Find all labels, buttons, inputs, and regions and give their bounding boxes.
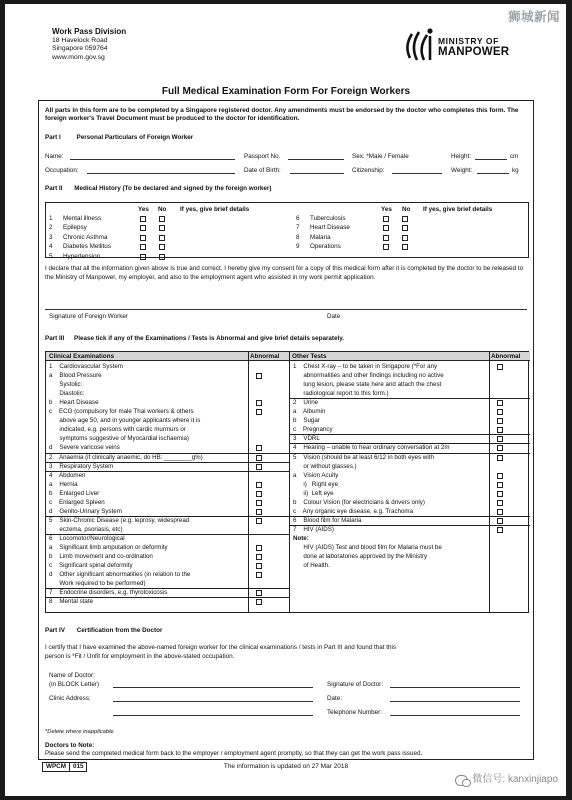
no-checkbox[interactable] — [159, 216, 165, 222]
other-header: Other Tests — [289, 352, 489, 361]
abnormal-checkbox[interactable] — [256, 599, 262, 605]
division-name: Work Pass Division — [52, 27, 127, 36]
watermark-bottom-text: 微信号: kanxinjiapo — [472, 774, 558, 785]
doctor-name-field[interactable] — [113, 681, 313, 688]
other-abnormal-header: Abnormal — [489, 352, 530, 361]
updated-date: The information is updated on 27 Mar 2018 — [223, 763, 349, 770]
clinical-exam-line: d Other significant abnormalities (in relation to the — [49, 571, 191, 579]
abnormal-checkbox[interactable] — [497, 436, 503, 442]
dob-field[interactable] — [290, 167, 344, 174]
other-test-line: b Colour Vision (for electricians & drivers only) — [293, 498, 425, 506]
address-line-1: 18 Havelock Road — [52, 37, 108, 44]
doctors-note-text: Please send the completed medical form back to the employer / employment agent promptly, so that they can get the work pass issued. — [45, 750, 423, 757]
abnormal-checkbox[interactable] — [256, 590, 262, 596]
abnormal-checkbox[interactable] — [256, 491, 262, 497]
website: www.mom.gov.sg — [52, 53, 105, 61]
part2-heading — [45, 185, 527, 193]
wechat-icon — [455, 775, 468, 786]
medical-history-item — [49, 224, 284, 233]
row-divider — [46, 597, 289, 598]
no-checkbox[interactable] — [402, 225, 408, 231]
item-label: Chronic Asthma — [63, 233, 108, 241]
part3-label: Part III — [45, 335, 65, 342]
abnormal-checkbox[interactable] — [256, 455, 262, 461]
clinical-exam-line: 4 Abdomen — [49, 471, 86, 479]
item-label: Tuberculosis — [310, 215, 346, 222]
abnormal-checkbox[interactable] — [256, 554, 262, 560]
part2-title: Medical History (To be declared and signed by the foreign worker) — [74, 185, 272, 192]
weight-field[interactable] — [477, 167, 509, 174]
other-test-line: a Albumin — [293, 408, 326, 416]
clinical-exam-line: c Significant spinal deformity — [49, 562, 133, 570]
abnormal-checkbox[interactable] — [256, 518, 262, 524]
medical-history-right — [296, 206, 531, 253]
clinical-abnormal-header: Abnormal — [248, 352, 289, 361]
yes-checkbox[interactable] — [383, 244, 389, 250]
abnormal-checkbox[interactable] — [497, 409, 503, 415]
clinical-exam-line: 1 Cardiovascular System — [49, 363, 123, 370]
yes-checkbox[interactable] — [140, 244, 146, 250]
clinical-exam-line: 7 Endocrine disorders, e.g. thyrotoxicosis — [49, 589, 168, 597]
item-label: Operations — [310, 243, 341, 251]
medical-history-item — [296, 234, 531, 243]
clinic-address-field-2[interactable] — [113, 709, 313, 716]
row-divider — [46, 462, 289, 463]
item-label: Epilepsy — [63, 224, 87, 232]
other-test-line: 3 VDRL — [293, 435, 320, 443]
other-test-line: or without glasses.) — [293, 462, 357, 470]
other-test-line: abnormalities and other findings including no active — [293, 372, 444, 380]
item-label: Hypertension — [63, 252, 101, 260]
part3-heading — [45, 335, 527, 343]
yes-checkbox[interactable] — [140, 235, 146, 241]
medical-history-left-list — [49, 215, 284, 262]
abnormal-checkbox[interactable] — [497, 427, 503, 433]
sex-label[interactable]: Sex: *Male / Female — [352, 153, 409, 160]
address-line-2: Singapore 059764 — [52, 45, 108, 53]
passport-label: Passport No. — [244, 153, 281, 160]
yes-checkbox[interactable] — [140, 225, 146, 231]
yes-checkbox[interactable] — [140, 254, 146, 260]
certification-line-2: person is *Fit / Unfit for employment in the above-stated occupation. — [45, 653, 235, 660]
other-test-line: done at laboratories approved by the Ministry — [293, 553, 428, 561]
worker-date-label: Date — [327, 313, 341, 320]
watermark-top: 狮城新闻 — [507, 10, 560, 24]
clinical-exam-line: indicated, e.g. persons with cardic murmurs or — [49, 426, 186, 434]
doctor-date-label: Date: — [327, 695, 343, 702]
citizenship-label: Citizenship: — [352, 167, 385, 174]
height-field[interactable] — [475, 153, 507, 160]
name-field[interactable] — [70, 153, 235, 160]
yes-checkbox[interactable] — [383, 225, 389, 231]
item-number: 8 — [296, 233, 300, 241]
other-test-line: 7 HIV (AIDS) — [293, 525, 334, 533]
part4-title: Certification from the Doctor — [76, 627, 163, 634]
medical-history-item — [49, 234, 284, 243]
yes-checkbox[interactable] — [140, 216, 146, 222]
weight-label: Weight: — [451, 167, 473, 174]
no-checkbox[interactable] — [402, 235, 408, 241]
clinical-exam-line: above age 50, and in younger applicants where it is — [49, 417, 201, 425]
medical-history-item — [296, 243, 531, 252]
other-test-line: of Health. — [293, 562, 330, 570]
clinical-exam-line: symptoms suggestive of Myocardial ischaemia) — [49, 435, 189, 443]
clinical-exam-line: Work required to be performed) — [49, 580, 146, 588]
other-test-line: 6 Blood film for Malaria — [293, 516, 362, 524]
abnormal-checkbox[interactable] — [497, 518, 503, 524]
worker-signature-label: Signature of Foreign Worker — [49, 313, 128, 320]
other-test-line: c Any organic eye disease, e.g. Trachoma — [293, 507, 414, 515]
no-checkbox[interactable] — [159, 254, 165, 260]
col-divider-3 — [489, 352, 490, 612]
row-divider — [46, 471, 289, 472]
abnormal-checkbox[interactable] — [497, 364, 503, 370]
citizenship-field[interactable] — [392, 167, 442, 174]
item-number: 5 — [49, 252, 53, 260]
medical-history-item — [49, 215, 284, 224]
abnormal-checkbox[interactable] — [497, 491, 503, 497]
kg-unit: kg — [512, 167, 519, 174]
abnormal-checkbox[interactable] — [256, 445, 262, 451]
height-label: Height: — [451, 153, 471, 160]
other-test-line: 2 Urine — [293, 399, 319, 407]
item-number: 7 — [296, 224, 300, 232]
clinical-exam-line: 8 Mental state — [49, 598, 94, 606]
row-divider — [46, 453, 289, 454]
doctors-note-title: Doctors to Note: — [45, 742, 95, 749]
medical-history-item — [296, 224, 531, 233]
abnormal-checkbox[interactable] — [497, 482, 503, 488]
abnormal-checkbox[interactable] — [497, 445, 503, 451]
other-test-line: radiological report to this form.) — [293, 390, 389, 398]
clinical-exam-line: a Hernia — [49, 480, 78, 488]
abnormal-checkbox[interactable] — [256, 509, 262, 515]
telephone-label: Telephone Number: — [327, 709, 382, 716]
clinic-address-label: Clinic Address: — [49, 695, 91, 702]
medical-history-left — [49, 206, 284, 262]
medical-history-item — [49, 243, 284, 252]
clinical-exam-line: b Enlarged Liver — [49, 489, 100, 497]
medical-history-item — [296, 215, 531, 224]
other-test-line: Note: — [293, 534, 309, 542]
abnormal-checkbox[interactable] — [497, 418, 503, 424]
signature-line — [45, 309, 527, 310]
part1-label: Part I — [45, 134, 61, 141]
dob-label: Date of Birth: — [244, 167, 281, 174]
cm-unit: cm — [510, 153, 519, 160]
watermark-bottom — [455, 774, 558, 786]
row-divider — [289, 434, 530, 435]
item-number: 1 — [49, 215, 53, 222]
clinical-exam-line: 6 Locomotor/Neurological — [49, 534, 125, 542]
doctor-signature-field[interactable] — [390, 681, 520, 688]
doctor-signature-label: Signature of Doctor: — [327, 681, 384, 688]
logo-line-1: MINISTRY OF — [438, 36, 499, 46]
clinical-exam-line: a Blood Pressure — [49, 372, 102, 380]
yes-header: Yes — [138, 206, 149, 213]
details-header-right: If yes, give brief details — [423, 206, 493, 213]
abnormal-checkbox[interactable] — [497, 455, 503, 461]
delete-note: *Delete where inapplicable — [45, 729, 114, 735]
form-code-number: 015 — [69, 763, 87, 771]
clinical-header: Clinical Examinations — [46, 352, 248, 361]
abnormal-checkbox[interactable] — [497, 473, 503, 479]
logo-line-2: MANPOWER — [438, 45, 510, 58]
item-number: 2 — [49, 224, 53, 232]
intro-text: All parts in this form are to be completed by a Singapore registered doctor. Any amendments must be endorsed by the doctor who completes this form. The foreign worker's Travel Document must be produced to the doctor for identification. — [45, 107, 519, 122]
row-divider — [46, 534, 289, 535]
passport-field[interactable] — [288, 153, 344, 160]
row-divider — [289, 398, 530, 399]
clinical-exam-line: b Limb movement and co-ordination — [49, 553, 153, 561]
clinical-exam-line: b Heart Disease — [49, 399, 99, 407]
other-test-line: ii) Left eye — [293, 489, 334, 497]
item-number: 4 — [49, 243, 53, 251]
abnormal-checkbox[interactable] — [256, 409, 262, 415]
other-test-line: a Vision Acuity — [293, 471, 339, 479]
part2-label: Part II — [45, 185, 63, 192]
abnormal-checkbox[interactable] — [497, 400, 503, 406]
abnormal-checkbox[interactable] — [256, 464, 262, 470]
medical-history-right-list — [296, 215, 531, 253]
item-label: Heart Disease — [310, 224, 350, 232]
no-checkbox[interactable] — [159, 244, 165, 250]
no-checkbox[interactable] — [402, 244, 408, 250]
abnormal-checkbox[interactable] — [256, 572, 262, 578]
clinical-exam-line: d Genito-Urinary System — [49, 507, 122, 515]
other-test-line: 1 Chest X-ray – to be taken in Singapore (*For any — [293, 363, 438, 370]
medical-history-table — [45, 202, 529, 258]
declaration-text: I declare that all the information given above is true and correct. I hereby give my consent for a copy of this medical form after it is completed by the doctor to be released to the Ministry of Manpower, my employer, and also to the employment agent who assisted in my work permit application. — [45, 265, 524, 281]
col-divider-2 — [289, 352, 290, 612]
row-divider — [46, 588, 289, 589]
no-checkbox[interactable] — [402, 216, 408, 222]
abnormal-checkbox[interactable] — [256, 373, 262, 379]
row-divider — [289, 525, 530, 526]
occupation-label: Occupation: — [45, 167, 79, 174]
other-test-line: b Sugar — [293, 417, 320, 425]
clinical-exam-line: eczema, psoriasis, etc) — [49, 525, 123, 533]
no-checkbox[interactable] — [159, 225, 165, 231]
item-label: Malaria — [310, 233, 331, 241]
item-label: Diabetes Mellitus — [63, 243, 111, 251]
abnormal-checkbox[interactable] — [497, 500, 503, 506]
clinical-exam-line: 2 Anaemia (if clinically anaemic, do HB: ________g%) — [49, 453, 203, 461]
yes-checkbox[interactable] — [383, 216, 389, 222]
abnormal-checkbox[interactable] — [497, 527, 503, 533]
other-test-line: HIV (AIDS) Test and blood film for Malaria must be — [293, 544, 442, 551]
part1-title: Personal Particulars of Foreign Worker — [76, 134, 194, 141]
yes-checkbox[interactable] — [383, 235, 389, 241]
item-number: 3 — [49, 233, 53, 241]
yes-header-right: Yes — [381, 206, 392, 213]
medical-history-item — [49, 253, 284, 262]
other-test-line: lung lesion, please state here and attach the chest — [293, 381, 442, 389]
clinical-exam-line: 3 Respiratory System — [49, 462, 114, 470]
doctor-name-label: Name of Doctor: — [49, 672, 95, 679]
part3-title: Please tick if any of the Examinations / Tests is Abnormal and give brief details separately. — [74, 335, 345, 342]
clinical-exam-line: Diastolic: — [49, 390, 85, 398]
certification-line-1: I certify that I have examined the above-named foreign worker for the clinical examinations / tests in Part III and found that this — [45, 644, 397, 651]
abnormal-checkbox[interactable] — [497, 509, 503, 515]
row-divider — [46, 516, 289, 517]
division-address — [52, 27, 126, 62]
clinic-address-field[interactable] — [113, 695, 313, 702]
other-test-line: c Pregnancy — [293, 426, 333, 434]
row-divider — [289, 443, 530, 444]
form-title: Full Medical Examination Form For Foreign Workers — [161, 86, 411, 97]
no-header-right: No — [402, 206, 411, 213]
abnormal-checkbox[interactable] — [256, 400, 262, 406]
clinical-exam-line: c ECG (compulsory for male Thai workers & others — [49, 408, 194, 416]
doctor-date-field[interactable] — [390, 695, 520, 702]
clinical-exam-line: Systolic: — [49, 381, 83, 389]
details-header: If yes, give brief details — [180, 206, 250, 213]
clinical-exam-line: c Enlarged Spleen — [49, 498, 105, 506]
item-number: 6 — [296, 215, 300, 222]
examinations-table — [45, 351, 529, 613]
abnormal-checkbox[interactable] — [256, 545, 262, 551]
part4-heading — [45, 627, 527, 635]
other-test-line: 4 Hearing – unable to hear ordinary conversation at 2m — [293, 444, 450, 452]
part1-heading — [45, 134, 527, 142]
other-test-line: i) Right eye — [293, 480, 339, 488]
clinical-exam-line: d Severe varicose veins — [49, 444, 120, 452]
item-number: 9 — [296, 243, 300, 251]
telephone-field[interactable] — [390, 709, 520, 716]
mom-logo-text — [438, 37, 509, 58]
form-body — [38, 100, 534, 760]
block-letter-label: (in BLOCK Letter) — [49, 681, 100, 688]
abnormal-checkbox[interactable] — [256, 563, 262, 569]
clinical-exam-line: 5 Skin-Chronic Disease (e.g. leprosy, widespread — [49, 516, 190, 524]
part4-label: Part IV — [45, 627, 65, 634]
no-checkbox[interactable] — [159, 235, 165, 241]
abnormal-checkbox[interactable] — [256, 482, 262, 488]
name-label: Name: — [45, 153, 64, 160]
form-code-prefix: WPCM — [46, 763, 66, 770]
no-header: No — [158, 206, 167, 213]
abnormal-checkbox[interactable] — [256, 500, 262, 506]
item-label: Mental illness — [63, 215, 102, 222]
occupation-field[interactable] — [87, 167, 235, 174]
row-divider — [289, 516, 530, 517]
col-divider-1 — [248, 352, 249, 612]
row-divider — [289, 453, 530, 454]
other-test-line: 5 Vision (should be at least 6/12 in both eyes with — [293, 453, 434, 461]
clinical-exam-line: a Significant limb amputation or deformity — [49, 544, 168, 551]
